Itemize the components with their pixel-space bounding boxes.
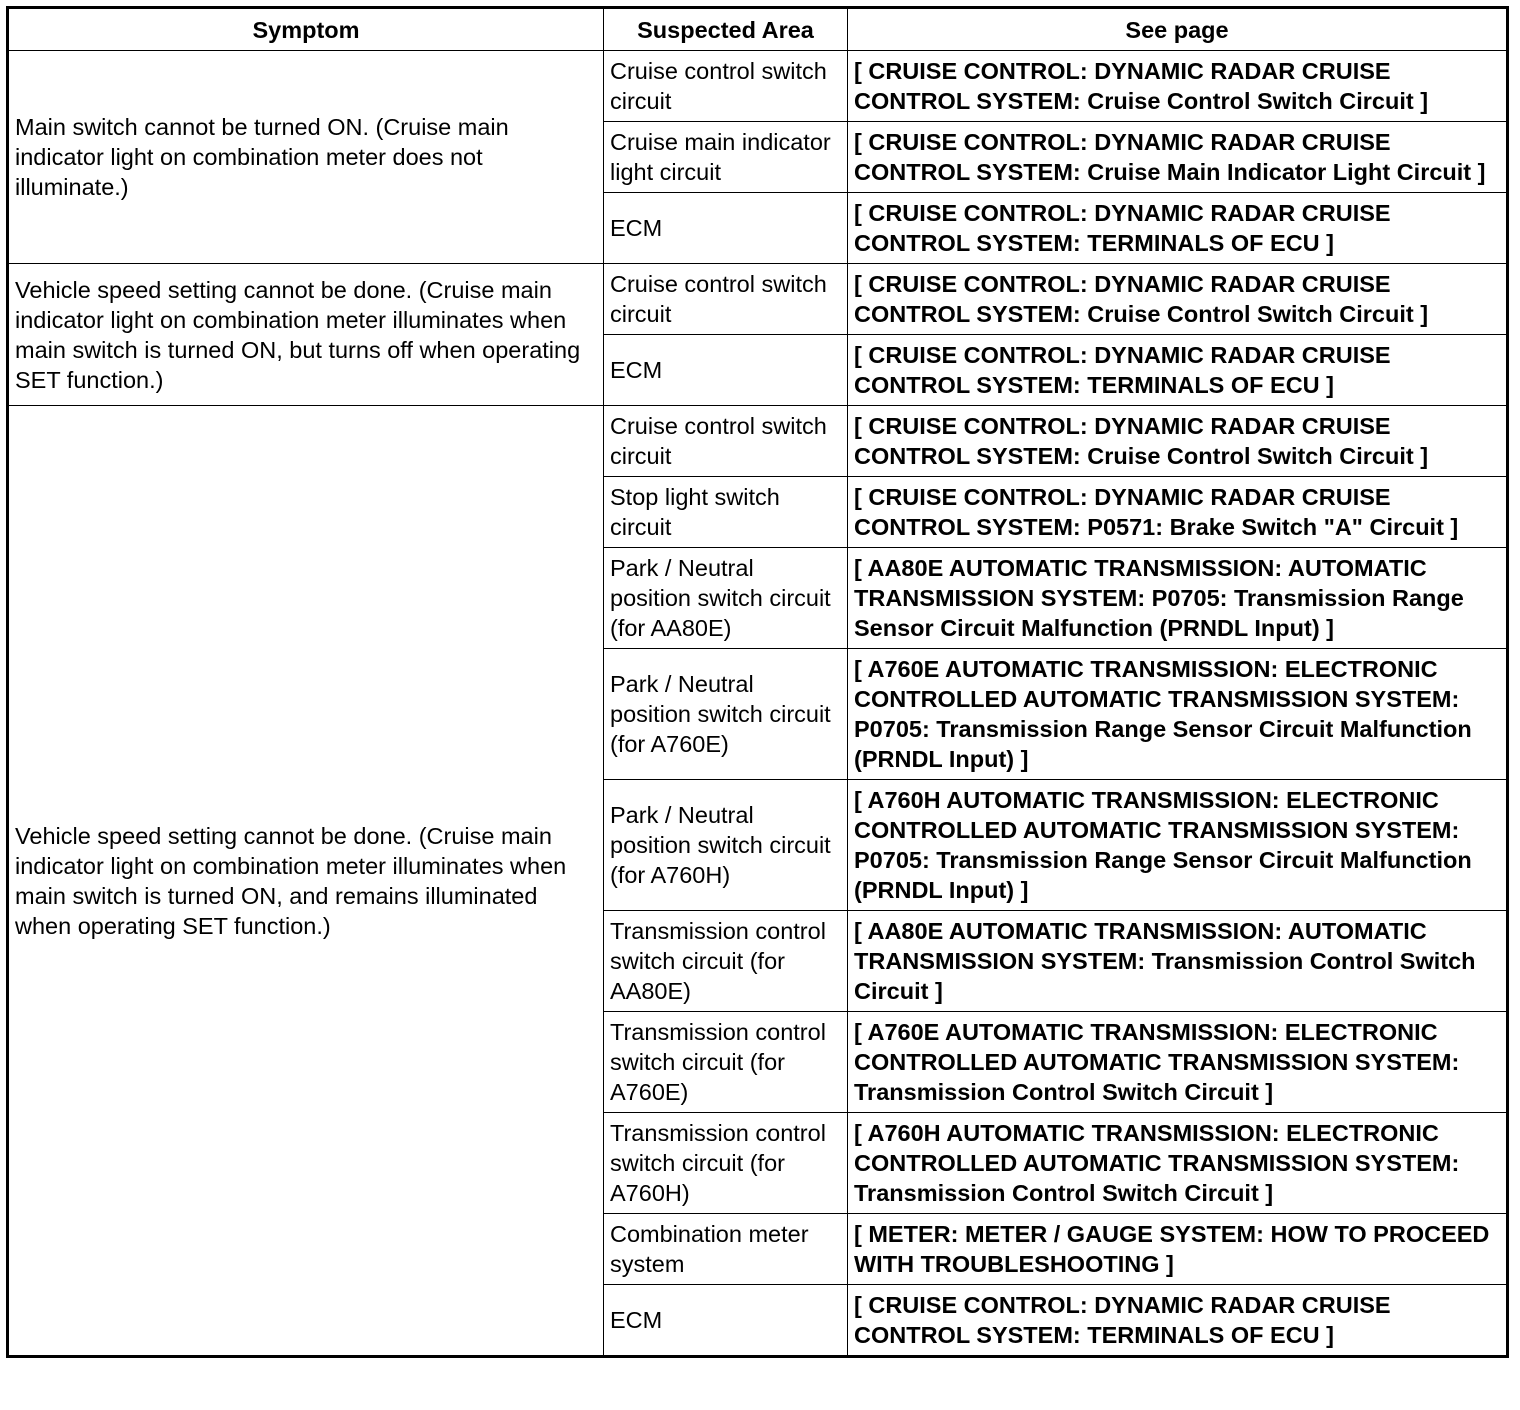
see-page-reference[interactable]: [ CRUISE CONTROL: DYNAMIC RADAR CRUISE CONTROL SYSTEM: Cruise Main Indicator Light Circuit ] [848, 122, 1508, 193]
symptom-cell: Vehicle speed setting cannot be done. (Cruise main indicator light on combination meter illuminates when main switch is turned ON, and remains illuminated when operating SET function.) [8, 406, 604, 1357]
suspected-area-cell: Park / Neutral position switch circuit (for AA80E) [604, 548, 848, 649]
suspected-area-cell: ECM [604, 1285, 848, 1357]
table-body [8, 51, 1508, 1357]
suspected-area-cell: ECM [604, 335, 848, 406]
symptom-cell: Vehicle speed setting cannot be done. (Cruise main indicator light on combination meter illuminates when main switch is turned ON, but turns off when operating SET function.) [8, 264, 604, 406]
header-see-page: See page [848, 8, 1508, 51]
see-page-reference[interactable]: [ CRUISE CONTROL: DYNAMIC RADAR CRUISE CONTROL SYSTEM: Cruise Control Switch Circuit ] [848, 406, 1508, 477]
suspected-area-cell: Cruise control switch circuit [604, 406, 848, 477]
table-row [8, 264, 1508, 335]
suspected-area-cell: Park / Neutral position switch circuit (for A760E) [604, 649, 848, 780]
suspected-area-cell: Stop light switch circuit [604, 477, 848, 548]
see-page-reference[interactable]: [ CRUISE CONTROL: DYNAMIC RADAR CRUISE CONTROL SYSTEM: TERMINALS OF ECU ] [848, 1285, 1508, 1357]
suspected-area-cell: Cruise main indicator light circuit [604, 122, 848, 193]
see-page-reference[interactable]: [ CRUISE CONTROL: DYNAMIC RADAR CRUISE CONTROL SYSTEM: TERMINALS OF ECU ] [848, 335, 1508, 406]
see-page-reference[interactable]: [ A760E AUTOMATIC TRANSMISSION: ELECTRONIC CONTROLLED AUTOMATIC TRANSMISSION SYSTEM: P0705: Transmission Range Sensor Circuit Malfunction (PRNDL Input) ] [848, 649, 1508, 780]
suspected-area-cell: Transmission control switch circuit (for AA80E) [604, 911, 848, 1012]
table-row [8, 51, 1508, 122]
see-page-reference[interactable]: [ CRUISE CONTROL: DYNAMIC RADAR CRUISE CONTROL SYSTEM: P0571: Brake Switch "A" Circuit ] [848, 477, 1508, 548]
see-page-reference[interactable]: [ A760H AUTOMATIC TRANSMISSION: ELECTRONIC CONTROLLED AUTOMATIC TRANSMISSION SYSTEM: P0705: Transmission Range Sensor Circuit Malfunction (PRNDL Input) ] [848, 780, 1508, 911]
suspected-area-cell: Transmission control switch circuit (for A760E) [604, 1012, 848, 1113]
header-suspected-area: Suspected Area [604, 8, 848, 51]
header-row [8, 8, 1508, 51]
suspected-area-cell: Park / Neutral position switch circuit (for A760H) [604, 780, 848, 911]
see-page-reference[interactable]: [ AA80E AUTOMATIC TRANSMISSION: AUTOMATIC TRANSMISSION SYSTEM: Transmission Control Switch Circuit ] [848, 911, 1508, 1012]
suspected-area-cell: ECM [604, 193, 848, 264]
see-page-reference[interactable]: [ AA80E AUTOMATIC TRANSMISSION: AUTOMATIC TRANSMISSION SYSTEM: P0705: Transmission Range Sensor Circuit Malfunction (PRNDL Input) ] [848, 548, 1508, 649]
see-page-reference[interactable]: [ CRUISE CONTROL: DYNAMIC RADAR CRUISE CONTROL SYSTEM: Cruise Control Switch Circuit ] [848, 51, 1508, 122]
suspected-area-cell: Combination meter system [604, 1214, 848, 1285]
table-row [8, 406, 1508, 477]
see-page-reference[interactable]: [ A760E AUTOMATIC TRANSMISSION: ELECTRONIC CONTROLLED AUTOMATIC TRANSMISSION SYSTEM: Transmission Control Switch Circuit ] [848, 1012, 1508, 1113]
suspected-area-cell: Transmission control switch circuit (for A760H) [604, 1113, 848, 1214]
troubleshooting-table [6, 6, 1509, 1358]
symptom-cell: Main switch cannot be turned ON. (Cruise main indicator light on combination meter does not illuminate.) [8, 51, 604, 264]
header-symptom: Symptom [8, 8, 604, 51]
document-page [6, 6, 1509, 1358]
see-page-reference[interactable]: [ CRUISE CONTROL: DYNAMIC RADAR CRUISE CONTROL SYSTEM: TERMINALS OF ECU ] [848, 193, 1508, 264]
see-page-reference[interactable]: [ A760H AUTOMATIC TRANSMISSION: ELECTRONIC CONTROLLED AUTOMATIC TRANSMISSION SYSTEM: Transmission Control Switch Circuit ] [848, 1113, 1508, 1214]
see-page-reference[interactable]: [ CRUISE CONTROL: DYNAMIC RADAR CRUISE CONTROL SYSTEM: Cruise Control Switch Circuit ] [848, 264, 1508, 335]
see-page-reference[interactable]: [ METER: METER / GAUGE SYSTEM: HOW TO PROCEED WITH TROUBLESHOOTING ] [848, 1214, 1508, 1285]
suspected-area-cell: Cruise control switch circuit [604, 51, 848, 122]
suspected-area-cell: Cruise control switch circuit [604, 264, 848, 335]
